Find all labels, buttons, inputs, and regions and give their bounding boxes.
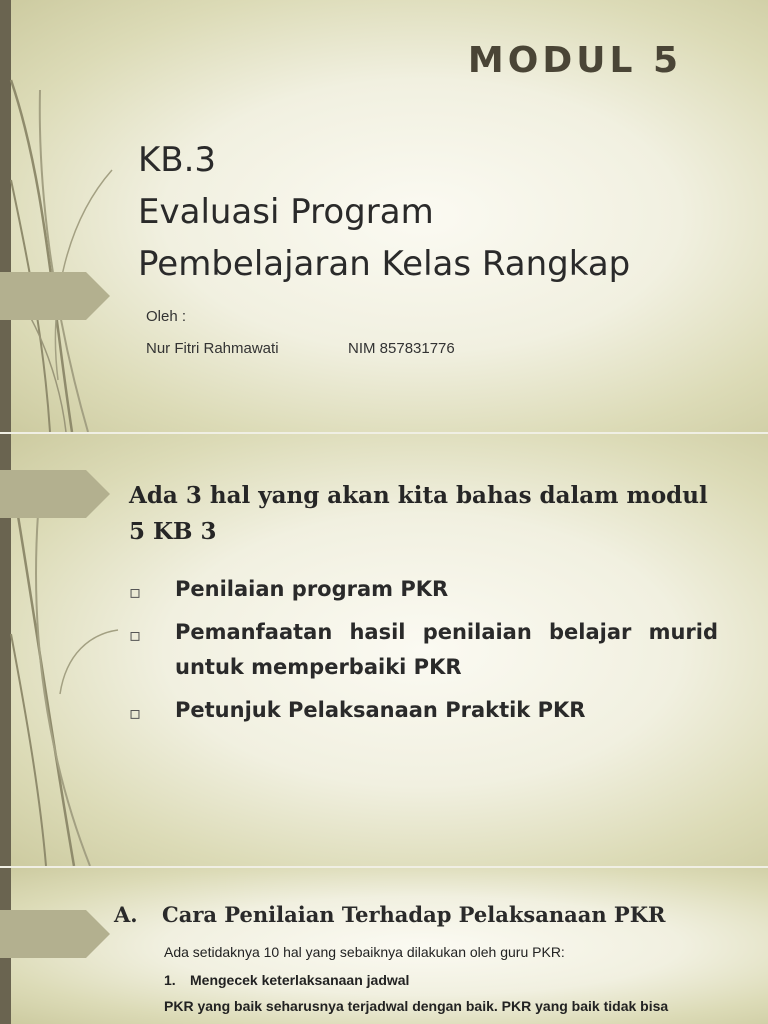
by-label: Oleh : <box>146 308 187 325</box>
content-slide <box>0 868 768 1024</box>
section-letter: A. <box>114 902 138 927</box>
section-heading <box>114 902 665 927</box>
module-heading: MODUL 5 <box>467 40 682 81</box>
step-item <box>164 972 409 988</box>
title-line-3: Pembelajaran Kelas Rangkap <box>138 244 631 284</box>
step-number: 1. <box>164 972 176 988</box>
slide-tab <box>0 910 110 958</box>
list-item-text: Petunjuk Pelaksanaan Praktik PKR <box>175 698 586 722</box>
list-item <box>129 572 718 607</box>
step-text: Mengecek keterlaksanaan jadwal <box>190 972 410 988</box>
author-name: Nur Fitri Rahmawati <box>146 340 279 357</box>
paragraph: PKR yang baik seharusnya terjadwal dengan baik. PKR yang baik tidak bisa <box>164 998 669 1014</box>
slide-title <box>138 134 630 290</box>
bullet-icon: ▫ <box>129 582 142 603</box>
list-item-text: Pemanfaatan hasil penilaian belajar murid untuk memperbaiki PKR <box>175 620 718 679</box>
list-item <box>129 615 718 685</box>
topics-list <box>129 572 718 736</box>
list-item <box>129 693 718 728</box>
list-item-text: Penilaian program PKR <box>175 577 449 601</box>
title-slide <box>0 0 768 432</box>
topics-intro: Ada 3 hal yang akan kita bahas dalam modul 5 KB 3 <box>129 482 708 545</box>
topics-slide <box>0 434 768 866</box>
bullet-icon: ▫ <box>129 703 142 724</box>
student-id: NIM 857831776 <box>348 340 455 357</box>
title-line-2: Evaluasi Program <box>138 192 434 232</box>
section-intro: Ada setidaknya 10 hal yang sebaiknya dilakukan oleh guru PKR: <box>164 944 565 960</box>
vine-decoration <box>0 0 120 432</box>
title-line-1: KB.3 <box>138 140 217 180</box>
section-title: Cara Penilaian Terhadap Pelaksanaan PKR <box>162 902 666 927</box>
bullet-icon: ▫ <box>129 625 142 646</box>
